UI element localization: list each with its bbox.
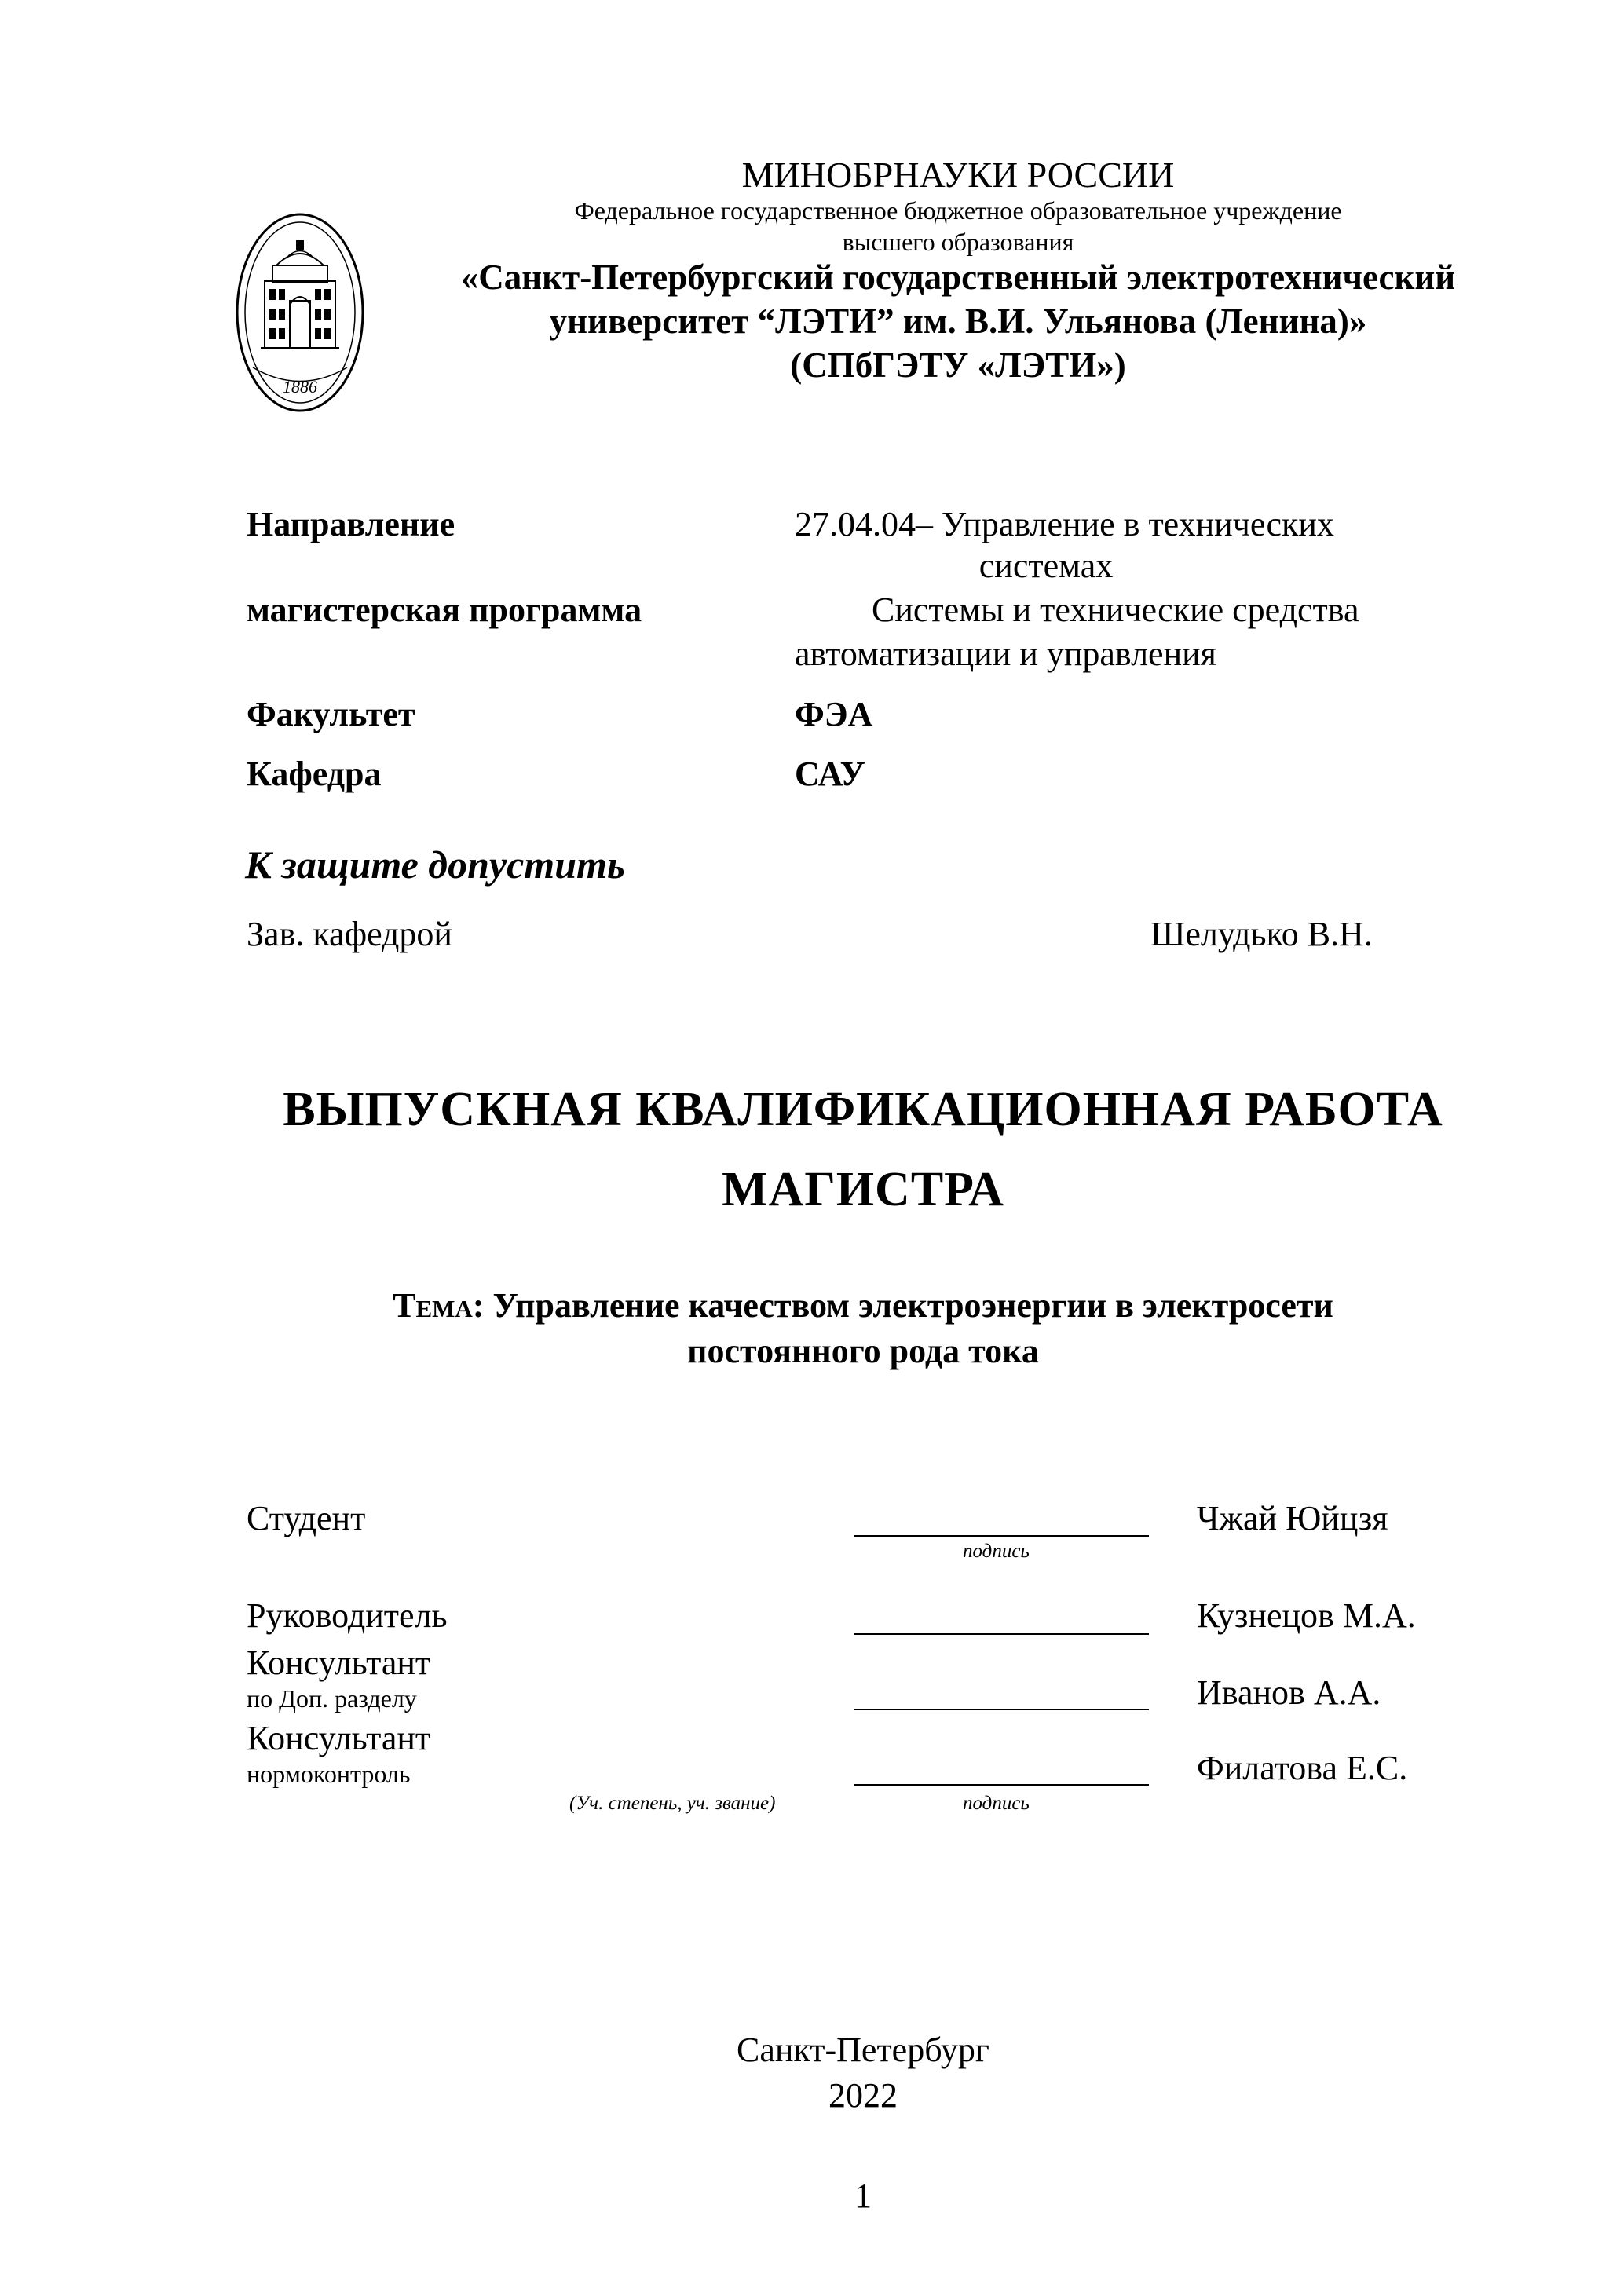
university-abbreviation: (СПбГЭТУ «ЛЭТИ») — [790, 345, 1126, 385]
head-of-department-label: Зав. кафедрой — [247, 915, 452, 953]
consultant1-subtitle: по Доп. разделу — [247, 1684, 417, 1713]
university-name-line2: университет “ЛЭТИ” им. В.И. Ульянова (Ленина)» — [549, 302, 1367, 341]
topic-text-line2: постоянного рода тока — [687, 1332, 1039, 1370]
direction-value-line2: системах — [978, 547, 1114, 585]
supervisor-name: Кузнецов М.А. — [1197, 1596, 1416, 1635]
approval-heading: К защите допустить — [245, 843, 625, 887]
logo-year: 1886 — [283, 377, 317, 397]
topic-label: Тема — [393, 1286, 473, 1325]
student-signature-line — [854, 1535, 1149, 1537]
city: Санкт-Петербург — [737, 2031, 989, 2069]
consultant2-label: Консультант — [247, 1719, 431, 1757]
signature-caption-2: подпись — [963, 1793, 1030, 1814]
consultant2-subtitle: нормоконтроль — [247, 1760, 411, 1788]
supervisor-label: Руководитель — [247, 1596, 448, 1635]
department-label: Кафедра — [247, 755, 382, 793]
university-logo-icon — [233, 210, 367, 415]
institution-type-line2: высшего образования — [842, 228, 1074, 256]
consultant2-name: Филатова Е.С. — [1197, 1749, 1408, 1787]
topic-text-line1: Управление качеством электроэнергии в электросети — [492, 1286, 1333, 1325]
consultant1-name: Иванов А.А. — [1197, 1673, 1381, 1712]
consultant1-signature-line — [854, 1709, 1149, 1710]
year: 2022 — [828, 2076, 898, 2115]
ministry-name: МИНОБРНАУКИ РОССИИ — [741, 155, 1175, 195]
program-label: магистерская программа — [247, 590, 642, 629]
direction-value-line1: 27.04.04– Управление в технических — [795, 505, 1334, 543]
thesis-title-line2: МАГИСТРА — [722, 1163, 1004, 1216]
student-label: Студент — [247, 1499, 366, 1537]
faculty-label: Факультет — [247, 695, 415, 733]
degree-caption: (Уч. степень, уч. звание) — [569, 1793, 776, 1814]
page-number: 1 — [854, 2177, 872, 2215]
faculty-value: ФЭА — [795, 695, 873, 733]
student-name: Чжай Юйцзя — [1197, 1499, 1388, 1537]
program-value-line2: автоматизации и управления — [795, 634, 1216, 673]
consultant2-signature-line — [854, 1784, 1149, 1786]
supervisor-signature-line — [854, 1633, 1149, 1635]
head-of-department-name: Шелудько В.Н. — [1150, 915, 1373, 953]
consultant1-label: Консультант — [247, 1643, 431, 1682]
institution-type-line1: Федеральное государственное бюджетное образовательное учреждение — [574, 196, 1342, 225]
department-value: САУ — [795, 755, 865, 793]
signature-caption: подпись — [963, 1541, 1030, 1562]
thesis-title-line1: ВЫПУСКНАЯ КВАЛИФИКАЦИОННАЯ РАБОТА — [283, 1083, 1443, 1136]
program-value-line1: Системы и технические средства — [872, 590, 1359, 629]
university-name-line1: «Санкт-Петербургский государственный электротехнический — [460, 258, 1456, 297]
direction-label: Направление — [247, 505, 455, 543]
topic-line1: Тема: Управление качеством электроэнергии в электросети — [393, 1286, 1333, 1325]
